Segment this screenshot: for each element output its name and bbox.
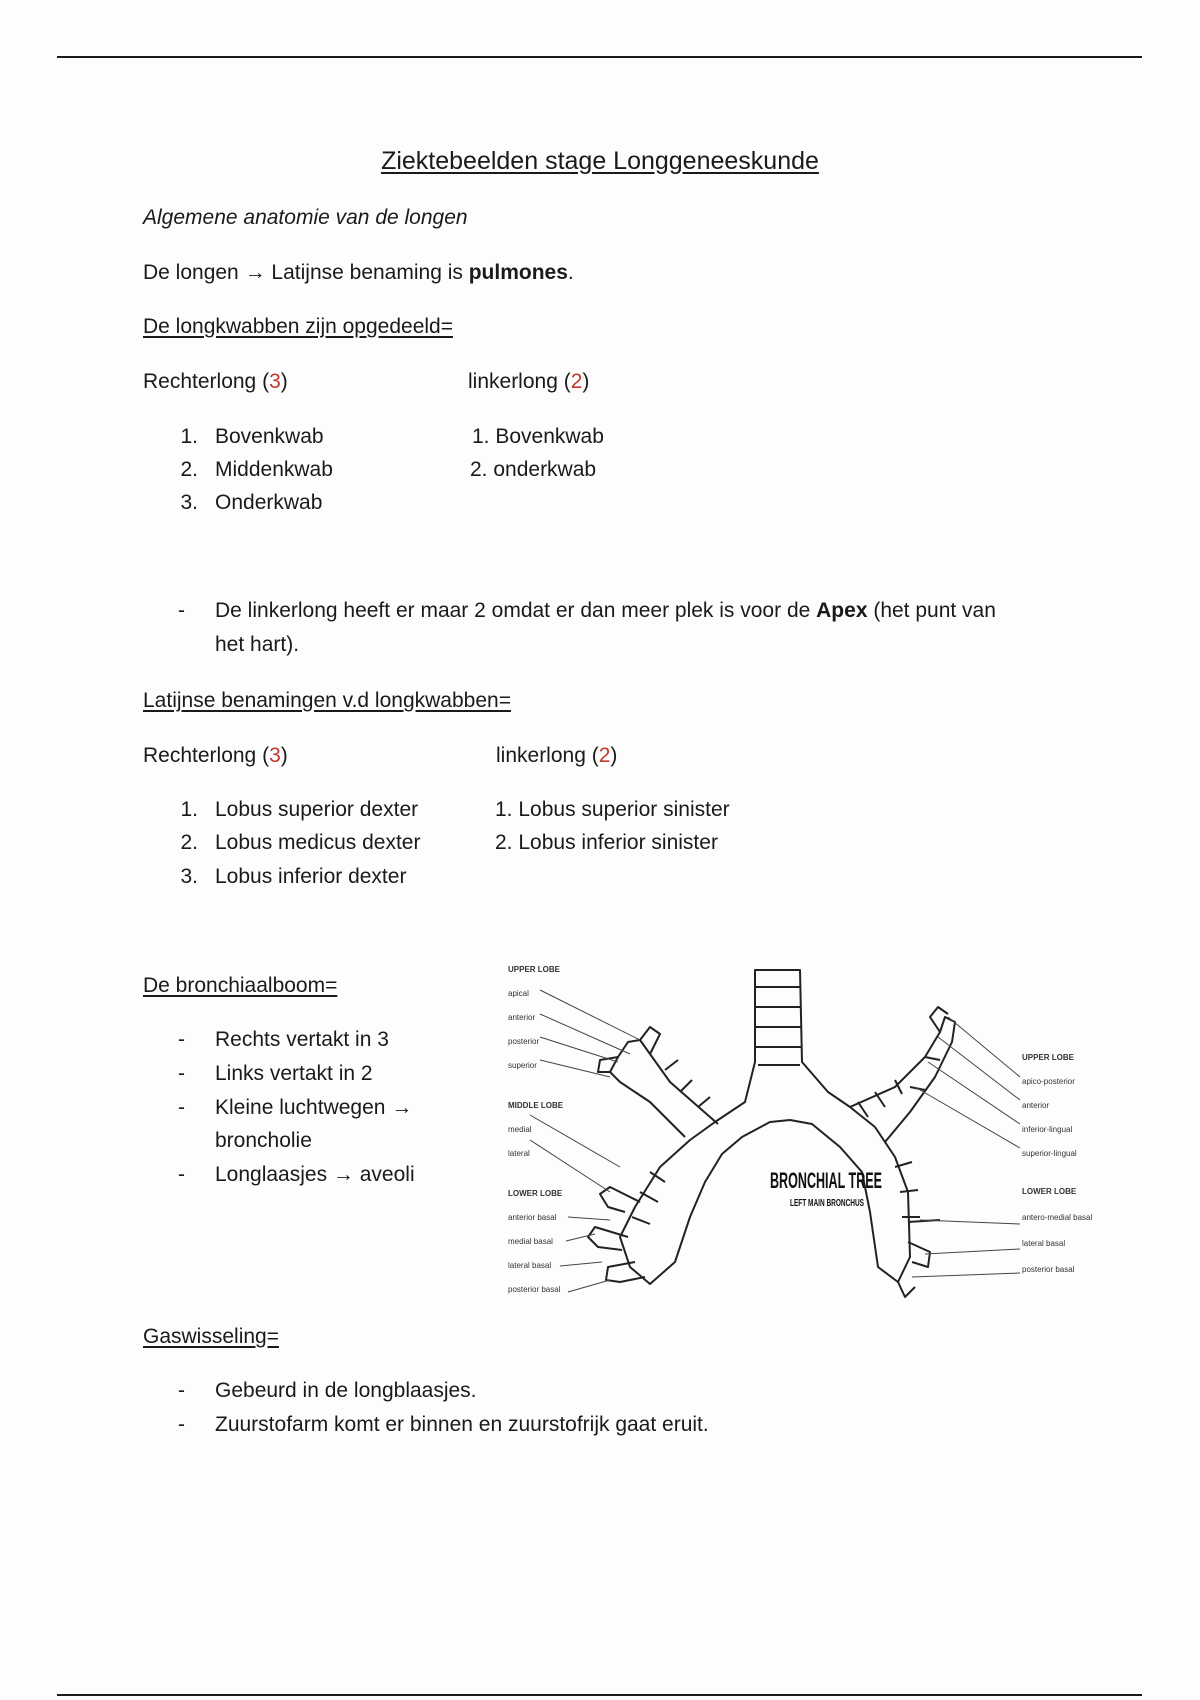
right-upper-heading: UPPER LOBE xyxy=(1022,1053,1075,1062)
note-term: Apex xyxy=(816,599,868,622)
bronchus-rings xyxy=(632,1172,665,1224)
bullet-dash: - xyxy=(178,1163,185,1186)
bronchial-tree-diagram xyxy=(500,962,1110,1300)
intro-term: pulmones xyxy=(468,261,568,284)
note-line2: het hart). xyxy=(215,633,300,656)
note-suffix: (het punt van xyxy=(867,599,996,622)
bullet-dash: - xyxy=(178,1379,185,1402)
right-upper-branch xyxy=(610,1040,718,1137)
bullet-dash: - xyxy=(178,1062,185,1085)
right-count: 3 xyxy=(269,744,281,767)
list-number: 2. xyxy=(180,458,198,481)
label-superior-lingual: superior-lingual xyxy=(1022,1149,1077,1158)
label-posterior-basal: posterior basal xyxy=(508,1285,561,1294)
note-line1 xyxy=(215,598,996,623)
list-text: Lobus inferior dexter xyxy=(215,865,407,888)
label-inferior-lingual: inferior-lingual xyxy=(1022,1125,1073,1134)
section1-left-header xyxy=(468,369,589,394)
list-text: Middenkwab xyxy=(215,458,333,481)
left-upper-branch xyxy=(850,1017,955,1142)
bullet-continuation: broncholie xyxy=(215,1129,312,1152)
right-lower-twigs xyxy=(588,1187,645,1282)
label-posterior-basal-right: posterior basal xyxy=(1022,1265,1075,1274)
list-text: Lobus medicus dexter xyxy=(215,831,421,854)
label-medial: medial xyxy=(508,1125,532,1134)
bullet-text: Longlaasjes → aveoli xyxy=(215,1163,415,1186)
section2-right-header xyxy=(143,743,288,768)
bullet-dash: - xyxy=(178,1028,185,1051)
bullet-text: Links vertakt in 2 xyxy=(215,1062,373,1085)
bottom-rule xyxy=(57,1694,1142,1696)
left-count: 2 xyxy=(570,370,583,393)
list-number: 3. xyxy=(180,491,198,514)
list-text: Lobus superior dexter xyxy=(215,798,419,821)
list-text: Bovenkwab xyxy=(215,425,324,448)
top-rule xyxy=(57,56,1142,58)
note-prefix: De linkerlong heeft er maar 2 omdat er dan meer plek is voor de xyxy=(215,599,817,622)
bullet-text: Rechts vertakt in 3 xyxy=(215,1028,389,1051)
label-anterior-right: anterior xyxy=(1022,1101,1050,1110)
section1-right-header xyxy=(143,369,288,394)
label-superior: superior xyxy=(508,1061,537,1070)
right-close: ) xyxy=(280,744,288,767)
left-label: linkerlong ( xyxy=(496,744,599,767)
intro-prefix: De longen xyxy=(143,261,239,284)
list-number: 2. xyxy=(180,831,198,854)
label-medial-basal: medial basal xyxy=(508,1237,553,1246)
right-label: Rechterlong ( xyxy=(143,370,270,393)
bullet-dash: - xyxy=(178,1096,185,1119)
tracheal-rings xyxy=(755,987,801,1065)
label-apico-posterior: apico-posterior xyxy=(1022,1077,1075,1086)
label-lateral: lateral xyxy=(508,1149,530,1158)
intro-middle: Latijnse benaming is xyxy=(265,261,469,284)
left-close: ) xyxy=(610,744,618,767)
left-lower-heading: LOWER LOBE xyxy=(508,1189,563,1198)
bullet-text: Kleine luchtwegen → xyxy=(215,1096,413,1119)
list-item: 2. onderkwab xyxy=(470,458,597,481)
bullet-text: Zuurstofarm komt er binnen en zuurstofrijk gaat eruit. xyxy=(215,1413,709,1436)
right-upper-twigs xyxy=(598,1027,660,1072)
right-leader-lines xyxy=(912,1017,1020,1277)
list-text: Onderkwab xyxy=(215,491,323,514)
bullet-text: Gebeurd in de longblaasjes. xyxy=(215,1379,477,1402)
list-number: 1. xyxy=(180,425,198,448)
bullet-dash: - xyxy=(178,1413,185,1436)
list-number: 3. xyxy=(180,865,198,888)
section4-heading: Gaswisseling= xyxy=(143,1325,279,1348)
label-lateral-basal: lateral basal xyxy=(508,1261,552,1270)
trachea-outline xyxy=(620,970,910,1284)
list-number: 1. xyxy=(180,798,198,821)
page-title: Ziektebeelden stage Longgeneeskunde xyxy=(381,147,819,175)
label-apical: apical xyxy=(508,989,529,998)
note-dash: - xyxy=(178,599,185,622)
page-subtitle: Algemene anatomie van de longen xyxy=(143,206,468,229)
label-anterior-basal: anterior basal xyxy=(508,1213,557,1222)
label-lateral-basal-right: lateral basal xyxy=(1022,1239,1066,1248)
left-upper-heading: UPPER LOBE xyxy=(508,965,561,974)
left-lower-twigs xyxy=(898,1220,940,1297)
diagram-subtitle: LEFT MAIN BRONCHUS xyxy=(790,1198,865,1209)
right-lower-heading: LOWER LOBE xyxy=(1022,1187,1077,1196)
right-count: 3 xyxy=(269,370,281,393)
right-label: Rechterlong ( xyxy=(143,744,270,767)
label-posterior: posterior xyxy=(508,1037,540,1046)
left-label: linkerlong ( xyxy=(468,370,571,393)
left-count: 2 xyxy=(598,744,611,767)
list-item: 2. Lobus inferior sinister xyxy=(495,831,718,854)
section1-heading: De longkwabben zijn opgedeeld= xyxy=(143,315,453,338)
section2-heading: Latijnse benamingen v.d longkwabben= xyxy=(143,689,511,712)
list-item: 1. Bovenkwab xyxy=(472,425,604,448)
intro-suffix: . xyxy=(567,261,574,284)
diagram-title: BRONCHIAL TREE xyxy=(770,1168,882,1193)
list-item: 1. Lobus superior sinister xyxy=(495,798,730,821)
left-middle-heading: MIDDLE LOBE xyxy=(508,1101,564,1110)
left-close: ) xyxy=(582,370,590,393)
intro-line xyxy=(143,260,574,285)
section3-heading: De bronchiaalboom= xyxy=(143,974,338,997)
arrow-icon: → xyxy=(244,261,266,284)
label-antero-medial-basal: antero-medial basal xyxy=(1022,1213,1093,1222)
label-anterior: anterior xyxy=(508,1013,536,1022)
right-close: ) xyxy=(280,370,288,393)
section2-left-header xyxy=(496,743,617,768)
